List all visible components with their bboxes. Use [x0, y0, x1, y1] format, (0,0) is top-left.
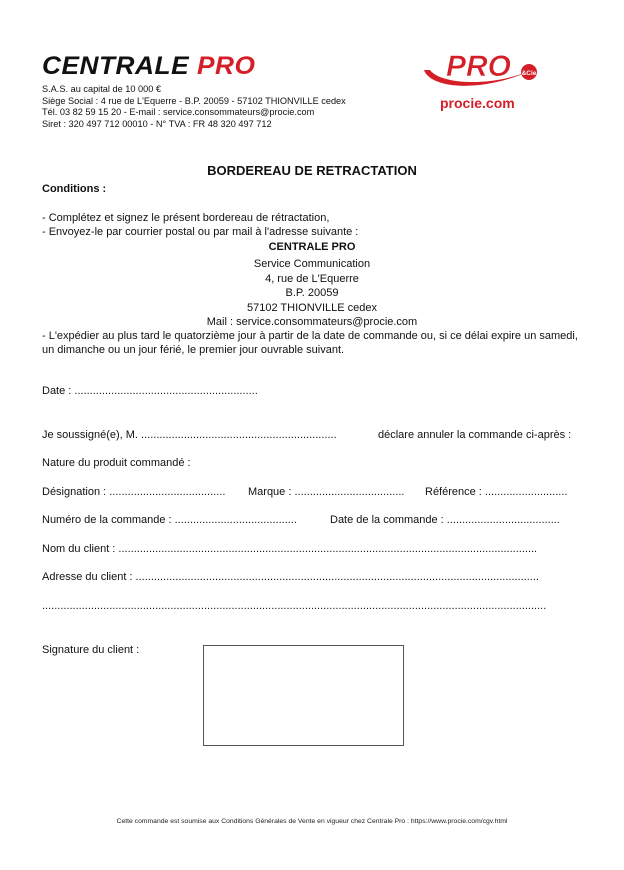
logo-badge: &Cie	[521, 70, 537, 77]
company-info-capital: S.A.S. au capital de 10 000 €	[42, 84, 162, 94]
company-info-siret: Siret : 320 497 712 00010 - N° TVA : FR 48 320 497 712	[42, 118, 272, 129]
designation-field[interactable]: Désignation : ......................................	[42, 486, 226, 498]
declare-text: déclare annuler la commande ci-après :	[378, 429, 572, 441]
address-company: CENTRALE PRO	[268, 241, 356, 253]
pro-cie-logo-icon	[420, 40, 550, 114]
brand-accent: PRO	[196, 52, 256, 80]
conditions-label: Conditions :	[42, 183, 107, 195]
address-city: 57102 THIONVILLE cedex	[246, 301, 378, 314]
client-address-continuation[interactable]: .....................................................................................................................................................................	[42, 600, 547, 612]
soussigne-field[interactable]: Je soussigné(e), M. ................................................................	[42, 429, 337, 441]
order-number-field[interactable]: Numéro de la commande : ........................................	[42, 514, 297, 526]
order-date-field[interactable]: Date de la commande : .....................................	[330, 514, 560, 526]
address-service: Service Communication	[253, 258, 371, 270]
document-title: BORDEREAU DE RETRACTATION	[207, 163, 417, 178]
nature-label: Nature du produit commandé :	[42, 457, 191, 469]
footer-cgv-note: Cette commande est soumise aux Conditions Générales de Vente en vigueur chez Centrale Pro : https://www.procie.com/cgv.html	[116, 818, 508, 825]
company-info-address: Siège Social : 4 rue de L'Equerre - B.P. 20059 - 57102 THIONVILLE cedex	[42, 95, 346, 106]
date-field[interactable]: Date : ............................................................	[42, 385, 258, 397]
pro-cie-logo	[420, 40, 550, 114]
address-street: 4, rue de L'Equerre	[265, 272, 359, 285]
instruction-send: - Envoyez-le par courrier postal ou par mail à l'adresse suivante :	[42, 226, 359, 238]
address-bp: B.P. 20059	[285, 287, 339, 299]
signature-label: Signature du client :	[42, 644, 140, 656]
deadline-instruction: - L'expédier au plus tard le quatorzième jour à partir de la date de commande ou, si ce délai expire un samedi, un dimanche ou un jour férié, le premier jour ouvrable suivant.	[42, 330, 578, 357]
client-address-field[interactable]: Adresse du client : ....................................................................................................................................	[42, 571, 539, 583]
company-info-contact: Tél. 03 82 59 15 20 - E-mail : service.consommateurs@procie.com	[42, 107, 315, 118]
instruction-complete: - Complétez et signez le présent bordereau de rétractation,	[42, 212, 330, 224]
marque-field[interactable]: Marque : ....................................	[248, 486, 405, 498]
logo-url: procie.com	[440, 95, 515, 111]
company-brand	[42, 52, 255, 81]
address-mail: Mail : service.consommateurs@procie.com	[206, 316, 418, 328]
brand-main: CENTRALE	[42, 52, 190, 80]
logo-mark: PRO	[446, 50, 512, 83]
client-name-field[interactable]: Nom du client : .........................................................................................................................................	[42, 543, 538, 555]
signature-box[interactable]	[203, 645, 404, 746]
reference-field[interactable]: Référence : ...........................	[425, 486, 568, 498]
